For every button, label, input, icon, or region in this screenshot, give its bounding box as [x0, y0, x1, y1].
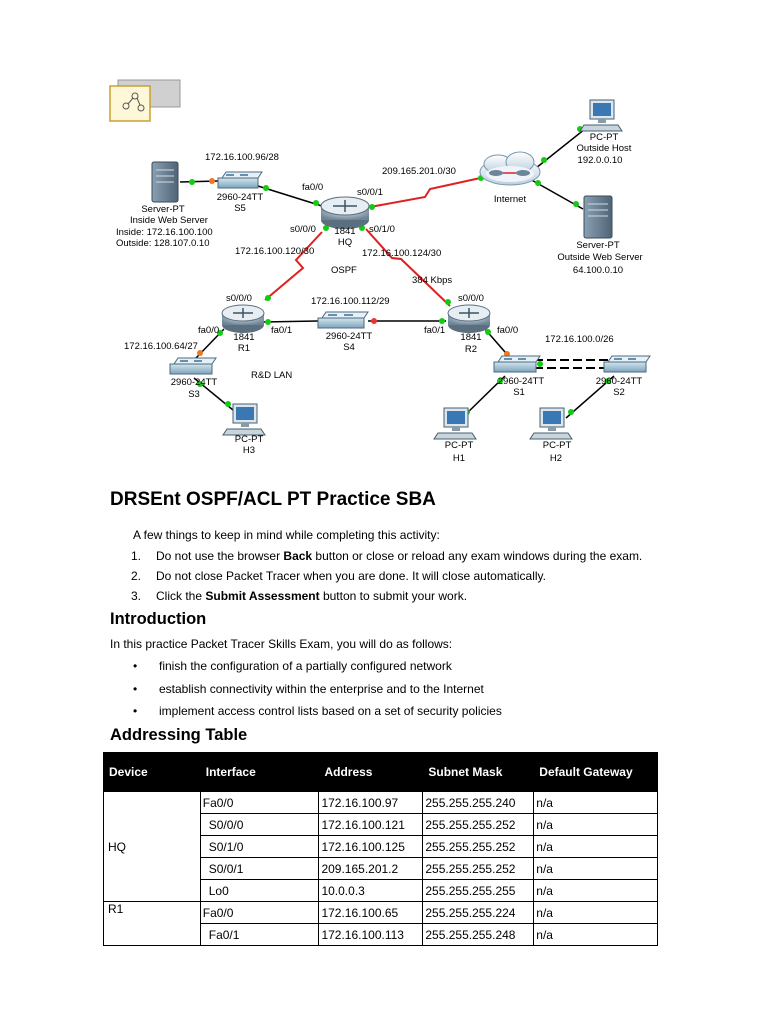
hq-s000-label: s0/0/0	[290, 224, 316, 235]
router-r2-icon[interactable]	[448, 305, 490, 333]
server-outside-ip-label: Outside: 128.107.0.10	[116, 238, 210, 249]
outside-server-type: Server-PT	[576, 240, 620, 251]
switch-s4-icon[interactable]	[318, 312, 368, 328]
pc-h2-type: PC-PT	[542, 440, 572, 451]
switch-s4-model: 2960-24TT	[325, 331, 373, 342]
switch-s2-model: 2960-24TT	[595, 376, 643, 387]
pc-h1-name: H1	[452, 453, 466, 464]
router-r2-name: R2	[464, 344, 478, 355]
table-row: R1 Fa0/0 172.16.100.65 255.255.255.224 n/a	[104, 902, 658, 924]
router-hq-name: HQ	[337, 237, 353, 248]
outside-host-ip: 192.0.0.10	[577, 155, 623, 166]
net-wan-label: 209.165.201.0/30	[382, 166, 456, 177]
pc-outside-host-icon[interactable]	[580, 100, 622, 131]
header-default-gateway: Default Gateway	[534, 753, 658, 792]
addressing-table-heading: Addressing Table	[110, 726, 248, 744]
introduction-heading: Introduction	[110, 610, 207, 628]
r2-fa01-label: fa0/1	[424, 325, 446, 336]
internet-cloud-icon[interactable]	[480, 152, 540, 185]
switch-s2-icon[interactable]	[604, 356, 650, 372]
device-cell: HQ	[104, 792, 201, 902]
pc-h3-type: PC-PT	[234, 434, 264, 445]
header-interface: Interface	[200, 753, 319, 792]
server-inside-type-label: Server-PT	[141, 204, 185, 215]
switch-s1-model: 2960-24TT	[497, 376, 545, 387]
switch-s3-icon[interactable]	[170, 358, 216, 374]
table-row: S0/1/0 172.16.100.125 255.255.255.252 n/a	[104, 836, 658, 858]
table-row: Fa0/1 172.16.100.113 255.255.255.248 n/a	[104, 924, 658, 946]
instruction-item: 1. Do not use the browser Back button or close or reload any exam windows during the exam.	[131, 549, 643, 563]
server-inside-ip-label: Inside: 172.16.100.100	[116, 227, 213, 238]
instruction-item: 3. Click the Submit Assessment button to submit your work.	[131, 589, 468, 603]
server-inside-web-icon[interactable]	[152, 162, 178, 202]
task-item: • implement access control lists based on a set of security policies	[133, 704, 502, 718]
table-header-row	[104, 753, 658, 792]
switch-s5-name: S5	[234, 203, 246, 214]
addressing-table	[103, 752, 658, 946]
link-speed-label: 384 Kbps	[412, 275, 453, 286]
router-r1-icon[interactable]	[222, 305, 264, 333]
table-row: S0/0/1 209.165.201.2 255.255.255.252 n/a	[104, 858, 658, 880]
server-outside-web-icon[interactable]	[584, 196, 612, 238]
header-address: Address	[319, 753, 423, 792]
pc-h2-name: H2	[549, 453, 563, 464]
pc-h3-icon[interactable]	[223, 404, 265, 435]
switch-s3-name: S3	[188, 389, 200, 400]
task-list	[133, 658, 502, 726]
table-row: HQ Fa0/0 172.16.100.97 255.255.255.240 n/a	[104, 792, 658, 814]
network-labels	[124, 152, 614, 381]
outside-host-name: Outside Host	[576, 143, 632, 154]
r1-s000-label: s0/0/0	[226, 293, 252, 304]
switch-s4-name: S4	[343, 342, 355, 353]
document-title: DRSEnt OSPF/ACL PT Practice SBA	[110, 489, 436, 510]
switch-s5-model: 2960-24TT	[216, 192, 264, 203]
pc-h2-icon[interactable]	[530, 408, 572, 439]
outside-server-ip: 64.100.0.10	[572, 265, 624, 276]
switch-s1-name: S1	[513, 387, 525, 398]
outside-host-type: PC-PT	[589, 132, 619, 143]
note-icon	[110, 80, 180, 121]
device-cell: R1	[104, 902, 201, 946]
switch-s5-icon[interactable]	[218, 172, 262, 188]
hq-s001-label: s0/0/1	[357, 187, 383, 198]
switch-s3-model: 2960-24TT	[170, 377, 218, 388]
header-device: Device	[104, 753, 201, 792]
table-row: Lo0 10.0.0.3 255.255.255.255 n/a	[104, 880, 658, 902]
instruction-item: 2. Do not close Packet Tracer when you are done. It will close automatically.	[131, 569, 546, 583]
outside-server-name: Outside Web Server	[557, 252, 643, 263]
router-hq-icon[interactable]	[321, 197, 369, 229]
table-row: S0/0/0 172.16.100.121 255.255.255.252 n/a	[104, 814, 658, 836]
pc-h3-name: H3	[242, 445, 256, 456]
rd-lan-label: R&D LAN	[251, 370, 293, 381]
pc-h1-type: PC-PT	[444, 440, 474, 451]
r2-s000-label: s0/0/0	[458, 293, 484, 304]
net-0-label: 172.16.100.0/26	[545, 334, 614, 345]
task-item: • establish connectivity within the enterprise and to the Internet	[133, 681, 484, 696]
r2-fa00-label: fa0/0	[497, 325, 519, 336]
net-120-label: 172.16.100.120/30	[235, 246, 315, 257]
header-subnet-mask: Subnet Mask	[423, 753, 534, 792]
r1-fa00-label: fa0/0	[198, 325, 220, 336]
net-64-label: 172.16.100.64/27	[124, 341, 198, 352]
net-112-label: 172.16.100.112/29	[311, 296, 390, 307]
instructions-list	[131, 547, 642, 607]
r1-fa01-label: fa0/1	[271, 325, 293, 336]
ospf-label: OSPF	[331, 265, 357, 276]
introduction-paragraph: In this practice Packet Tracer Skills Exam, you will do as follows:	[110, 637, 453, 651]
router-hq-model: 1841	[334, 226, 356, 237]
router-r1-model: 1841	[233, 332, 255, 343]
server-inside-name-label: Inside Web Server	[130, 215, 208, 226]
instructions-intro: A few things to keep in mind while completing this activity:	[133, 528, 440, 542]
router-r1-name: R1	[237, 343, 251, 354]
hq-fa00-label: fa0/0	[302, 182, 324, 193]
network-topology-diagram	[0, 0, 768, 470]
internet-label: Internet	[493, 194, 527, 205]
router-r2-model: 1841	[460, 332, 482, 343]
switch-s2-name: S2	[613, 387, 625, 398]
task-item: • finish the configuration of a partially configured network	[133, 659, 452, 673]
net-124-label: 172.16.100.124/30	[362, 248, 442, 259]
hq-s010-label: s0/1/0	[369, 224, 395, 235]
switch-s1-icon[interactable]	[494, 356, 540, 372]
net-96-label: 172.16.100.96/28	[205, 152, 279, 163]
